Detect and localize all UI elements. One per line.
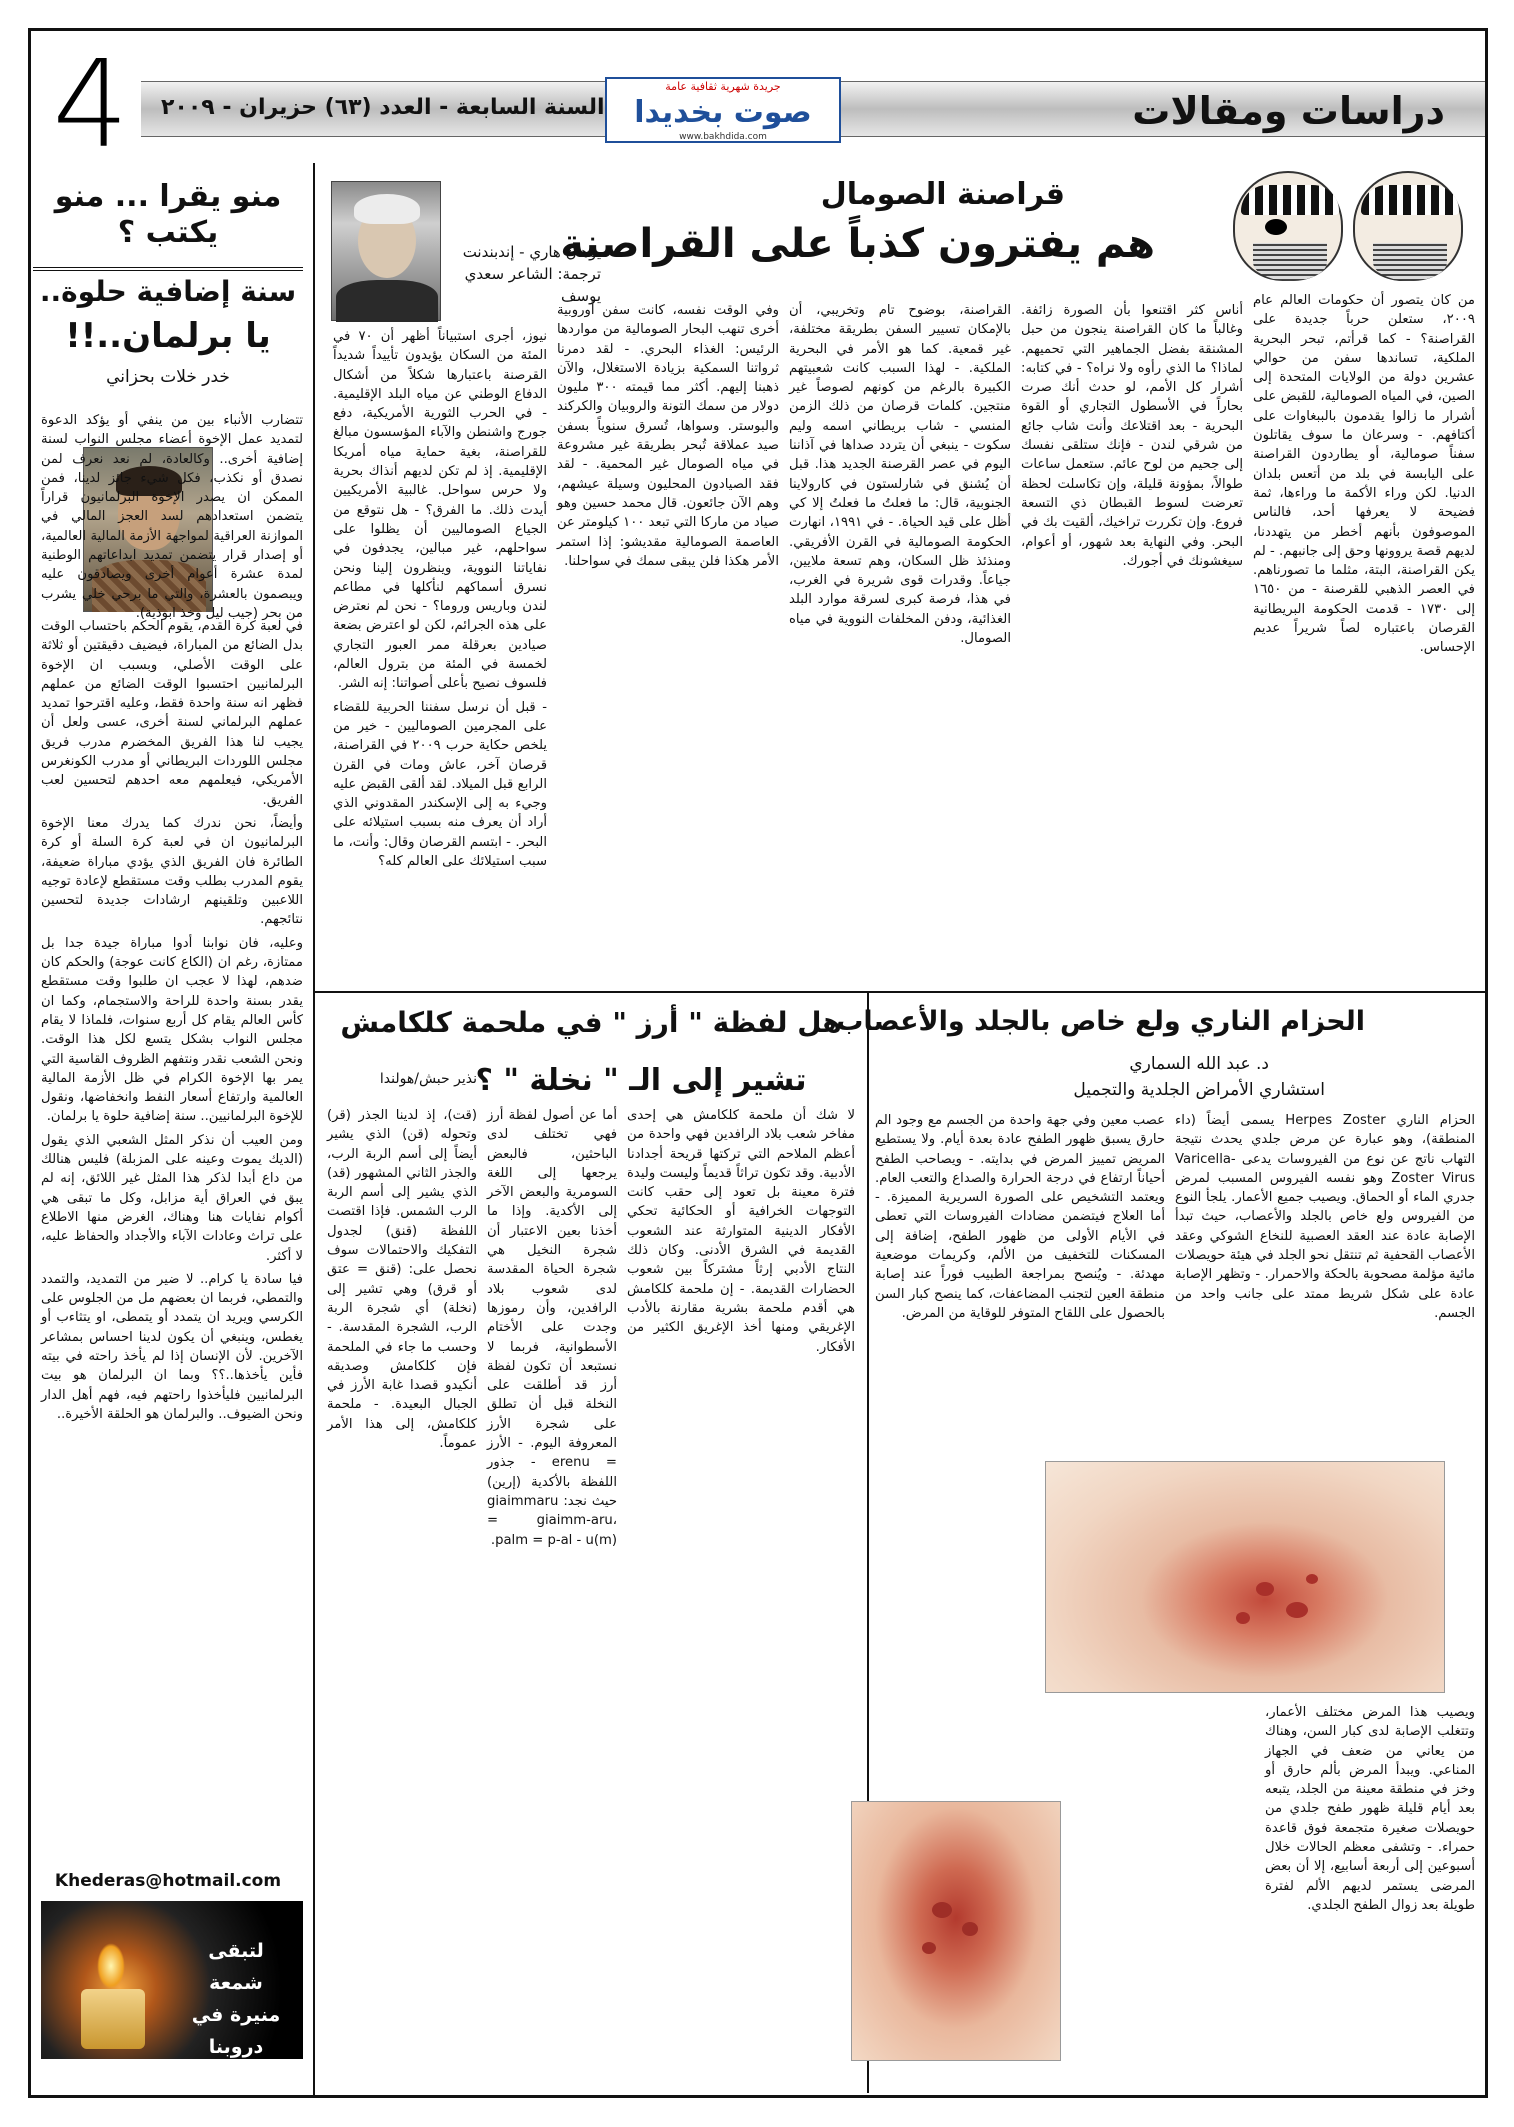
- byline-author: يوهان هاري - إندبندنت: [462, 243, 601, 261]
- article-subtitle: هم يفترون كذباً على القراصنة: [560, 221, 1155, 267]
- page-number: 4: [52, 36, 129, 175]
- article1-column-5: [333, 327, 547, 981]
- side-paragraph: فيا سادة يا كرام.. لا ضير من التمديد، والتمدد والتمطي، فربما ان بعضهم مل من الجلوس على الكرسي ويريد ان يتمدد أو يتمطى، او يتثاءب أو يغطس، وينبغي أن يكون لدينا احساس بمشاعر الآخرين. لأن الإنسان إذا لم يأخذ راحته في بيته فأين يأخذها..؟؟ وبما ان البرلمان هو بيت البرلمانيين فليأخذوا راحتهم فيه، فهم أهل الدار ونحن الضيوف.. والبرلمان هو الحلقة الأخيرة..: [41, 1271, 303, 1422]
- pirates-illustration: [1223, 171, 1463, 281]
- side-paragraph: تتضارب الأنباء بين من ينفي أو يؤكد الدعوة لتمديد عمل الإخوة أعضاء مجلس النواب لسنة إضافية أخرى.. وكالعادة، لم نعد نعرف لمن نصدق أو نكذب، فكل شيء جائز لدينا، فمن الممكن ان يصدر الإخوة البرلمانيون قراراً يتضمن استعدادهم لسد العجز المالي في الموازنة العراقية لمواجهة الأزمة المالية العالمية، أو إصدار قرار يتضمن تمديد ابداعاتهم الوطنية لمدة عشرة أعوام أخرى ويصادقون عليه ويبصمون بالعشرة، والتي ما برحي خلي يشرب من بحر (جيب ليل وخذ ابوذية).: [41, 413, 303, 621]
- side-article-subtitle: يا برلمان..!!: [65, 316, 271, 356]
- byline-translator: ترجمة: الشاعر سعدي يوسف: [464, 265, 601, 305]
- article-title: الحزام الناري ولع خاص بالجلد والأعصاب: [836, 1006, 1365, 1037]
- pirate-face-icon: [1353, 171, 1463, 281]
- article-paragraph: الحزام الناري Herpes Zoster يسمى أيضاً (داء المنطقة)، وهو عبارة عن مرض جلدي يحدث نتيجة التهاب ناتج عن نوع من الفيروسات يدعى Varicella-Zoster Virus وهو نفسه الفيروس المسبب لمرض جدري الماء أو الحماق. ويصيب جميع الأعمار. يلجأ النوع من الفيروس ولع خاص بالجلد والأعصاب، حيث تبدأ الإصابة عادة عند العقد العصبية للنخاع الشوكي وعقد الأعصاب القحفية ثم تنتقل نحو الجلد في هيئة حويصلات مائية مؤلمة مصحوبة بالحكة والاحمرار. - وتظهر الإصابة عادة على شكل شريط ممتد على جانب واحد من الجسم.: [1175, 1113, 1475, 1321]
- candle-icon: [81, 1989, 145, 2049]
- article1-column-1: [1253, 291, 1475, 981]
- logo-title: صوت بخديدا: [634, 95, 812, 130]
- side-article-author: خدر خلات بحزاني: [106, 367, 230, 387]
- side-paragraph: في لعبة كرة القدم، يقوم الحكم باحتساب الوقت بدل الضائع من المباراة، فيضيف دقيقتين أو ثلاثة على الوقت الأصلي، وبسبب ان الإخوة البرلمانيين احتسبوا الوقت الضائع من عملهم فظهر انه سنة واحدة فقط، وعليه اقترحوا تمديد عملهم البرلماني لسنة أخرى، عسى ولعل أن يجيب لنا هذا الفريق المخضرم مدرب فريق مجلس اللوردات البريطاني أو مدرب الكونغرس الأمريكي، فيعلمهم معه احدهم لتحسين لعب الفريق.: [41, 619, 303, 808]
- issue-info: السنة السابعة - العدد (٦٣) حزيران - ٢٠٠٩: [161, 95, 605, 120]
- side-paragraph: وعليه، فان نوابنا أدوا مباراة جيدة جدا بل ممتازة، رغم ان (الكاع كانت عوجة) والحكم كان ضدهم، لهذا لا عجب ان طلبوا وقت مستقطع يقدر بسنة واحدة للراحة والاستجمام، وكما ان كأس العالم يقام كل أربع سنوات، فلماذا لا يقام مجلس النواب بشكل يتسع لكل هذا الوقت. ونحن الشعب نقدر ونتفهم الظروف القاسية التي يمر بها الإخوة الكرام في ظل الأزمة المالية العالمية وارتفاع أسعار النفط وانخفاضها، ونقول للإخوة البرلمانيين.. سنة إضافية حلوة يا برلمان.: [41, 935, 303, 1125]
- skin-rash-photo: [851, 1801, 1061, 2061]
- article2-column-3: [487, 1106, 617, 2091]
- article-author: [1073, 1051, 1325, 1103]
- candle-flame-icon: [97, 1943, 125, 1989]
- side-article-wrap: [41, 447, 211, 617]
- article-title: هل لفظة " أرز " في ملحمة كلكامش: [340, 1006, 842, 1039]
- author-name: د. عبد الله السماري: [1129, 1054, 1269, 1074]
- candle-banner: [41, 1901, 303, 2122]
- side-paragraph: ومن العيب أن نذكر المثل الشعبي الذي يقول (الديك يموت وعينه على المزبلة) فليس هنالك من داع أبدا لذكر هذا المثل غير اللائق، إنه لم يبق في العراق أية مزابل، وكل ما تبقى هي أكوام نفايات هنا وهناك، الغرض منها الاطلاع على تراث وعادات الآباء والأجداد والحفاظ عليه، لا أكثر.: [41, 1132, 303, 1264]
- article-paragraph: وفي الوقت نفسه، كانت سفن أوروبية أخرى تنهب البحار الصومالية من مواردها الرئيس: الغذاء البحري. - لقد دمرنا ثرواتنا السمكية بزيادة الاستغلال، والآن ذهبنا إليهم. أكثر مما قيمته ٣٠٠ مليون دولار من سمك التونة والروبيان والكركند والبوستر. وسواها، تُسرق سنوياً بسفن صيد عملاقة تُبحر بطريقة غير مشروعة في مياه الصومال غير المحمية. - لقد فقد الصيادون المحليون وسيلة عيشهم، وهم الآن جائعون. قال محمد حسين وهو صياد من ماركا التي تبعد ١٠٠ كيلومتر عن العاصمة الصومالية مقديشو: إذا استمر الأمر هكذا فلن يبقى سمك في سواحلنا.: [557, 303, 779, 569]
- article1-column-2: [1021, 301, 1243, 981]
- side-article-title: سنة إضافية حلوة..: [39, 275, 297, 308]
- article-paragraph: من كان يتصور أن حكومات العالم عام ٢٠٠٩، ستعلن حرباً جديدة على القراصنة؟ - كما قرأتم، تبحر البحرية الملكية، تساندها سفن من حوالي عشرين دولة من الولايات المتحدة إلى الصين، في المياه الصومالية، للقبض على أشرار ما زالوا يقدمون بالببغاوات على أكتافهم. - وسرعان ما سوف يقاتلون سفناً صومالية، أو يطاردون القراصنة على اليابسة في بلد من أتعس بلدان الدنيا. لكن وراء الأكمة ما وراءها، ثمة فضيحة لا يعرفها أحد، فالناس الموصوفون بأنهم أخطر من يتهددنا، لديهم قصة يروونها وحق إلى جانبهم. - لم يكن القراصنة، البتة، مثلما ما تصورناهم. في العصر الذهبي للقرصنة - من ١٦٥٠ إلى ١٧٣٠ - قدمت الحكومة البريطانية القرصان باعتباره لصاً شريراً عديم الإحساس.: [1253, 293, 1475, 656]
- article2-column-1: [627, 1106, 855, 2091]
- article-paragraph: القراصنة، بوضوح تام وتخريبي، أن بالإمكان تسيير السفن بطريقة مختلفة، غير قمعية. كما هو الأمر في البحرية الملكية. - لهذا السبب كانت شعبيتهم الكبيرة بالرغم من كونهم لصوصاً غير منتجين. كلمات قرصان من ذلك الزمن المنسي - شاب بريطاني اسمه وليم سكوت - ينبغي أن يتردد صداها في آذاننا اليوم في عصر القرصنة الجديد هذا. قبل أن يُشنق في شارلستون في كارولاينا الجنوبية، قال: ما فعلتُ ما فعلتُ إلا كي أظل على قيد الحياة. - في ١٩٩١، انهارت الحكومة الصومالية في القرن الأفريقي. ومنذئذ ظل السكان، وهم تسعة ملايين، جياعاً. وقدرات قوى شريرة في الغرب، في هذا، فرصة كبرى لسرقة موارد البلد الغذائية، ودفن المخلفات النووية في مياه الصومال.: [789, 303, 1011, 647]
- side-column-logo: منو يقرا ... منو يكتب ؟: [33, 179, 303, 271]
- section-title: دراسات ومقالات: [1132, 89, 1445, 133]
- candle-slogan: لتبقى شمعة منيرة في دروبنا صوت بخديدا: [191, 1940, 281, 2122]
- article-title: قراصنة الصومال: [820, 177, 1065, 212]
- article-paragraph: نيوز، أجرى استبياناً أظهر أن ٧٠ في المئة من السكان يؤيدون تأييداً شديداً القرصنة باعتبارها شكلاً من أشكال الدفاع الوطني عن مياه البلد الإقليمية. - في الحرب الثورية الأمريكية، دفع جورج واشنطن والآباء المؤسسون مبالغ للقراصنة، بغية حماية مياه أمريكا الإقليمية. إذ لم تكن لديهم أنذاك بحرية ولا حرس سواحل. غالبية الأمريكيين أيدت ذلك. ما الفرق؟ - هل نتوقع من الجياع الصوماليين أن يظلوا على سواحلهم، غير مبالين، يجدفون في نفاياتنا النووية، وينظرون إلينا ونحن نسرق أسماكهم لنأكلها في مطاعم لندن وباريس وروما؟ - نحن لم نعترض على هذه الجرائم، لكن لو اعترض بضعة صيادين بعرقلة ممر العبور التجاري لخمسة في المئة من بترول العالم، فلسوف نصيح بأعلى أصواتنا: إنه الشر.: [333, 329, 547, 692]
- article-divider: [315, 991, 1485, 993]
- article3-column-1: [1175, 1111, 1475, 1451]
- article3-column-1b: [1265, 1703, 1475, 2088]
- side-article-body: [41, 617, 303, 1867]
- article-subtitle: تشير إلى الـ " نخلة " ؟: [475, 1063, 807, 1098]
- pirate-face-icon: [1233, 171, 1343, 281]
- article-paragraph: أما عن أصول لفظة أرز فهي تختلف لدى الباحثين، فالبعض يرجعها إلى اللغة السومرية والبعض الآخر إلى الأكدية. وإذا ما أخذنا بعين الاعتبار أن شجرة النخيل هي شجرة الحياة المقدسة لدى شعوب بلاد الرافدين، وأن رموزها وجدت على الأختام الأسطوانية، فربما لا نستبعد أن تكون لفظة أرز قد أطلقت على النخلة قبل أن تطلق على شجرة الأرز المعروفة اليوم. - الأرز = erenu - جذور اللفظة بالأكدية (إرين) حيث نجد: giaimmaru = giaimm-aru، palm = p-al - u(m).: [487, 1108, 617, 1548]
- article1-column-3: [789, 301, 1011, 981]
- side-column-divider: [313, 163, 315, 2098]
- article2-column-2: [327, 1106, 477, 2091]
- article-paragraph: - قبل أن نرسل سفننا الحربية للقضاء على المجرمين الصوماليين - خير من يلخص حكاية حرب ٢٠٠٩ في القراصنة، قرصان آخر، عاش ومات في القرن الرابع قبل الميلاد. لقد ألقى القبض عليه وجيء به إلى الإسكندر المقدوني الذي أراد أن يعرف منه بسبب استيلائه على البحر. - ابتسم القرصان وقال: وأنت، ما سبب استيلائك على العالم كله؟: [333, 699, 547, 870]
- side-paragraph: وأيضاً، نحن ندرك كما يدرك معنا الإخوة البرلمانيون ان في لعبة كرة السلة أو كرة الطائرة فان الفريق الذي يؤدي مباراة ضعيفة، يقوم المدرب بطلب وقت مستقطع لإعادة توجيه اللاعبين وتلقينهم ارشادات جديدة لتحسين نتائجهم.: [41, 815, 303, 928]
- newspaper-logo: [605, 77, 841, 143]
- logo-subtitle: جريدة شهرية ثقافية عامة: [665, 80, 781, 93]
- article-paragraph: أناس كثر اقتنعوا بأن الصورة زائفة. وغالباً ما كان القراصنة ينجون من حبل المشنقة بفضل الجماهير التي تحميهم. لماذا؟ ما الذي رأوه ولا نراه؟ - في كتابه: أشرار كل الأمم، لو حدث أنك صرت بحاراً في الأسطول التجاري أو القوة البحرية - بعد اقتلاعك وأنت شاب جائع من شرقي لندن - فإنك ستلقى نفسك إلى جحيم من لوح عائم. ستعمل ساعات طوالاً، بمؤونة قليلة، وإن تكاسلت لحظة تعرضت لسوط القبطان ذي التسعة فروع. وإن تكررت تراخيك، ألقيت بك في البحر. وفي النهاية بعد شهور، أو أعوام، سيغشونك في أجورك.: [1021, 303, 1243, 569]
- author-role: استشاري الأمراض الجلدية والتجميل: [1073, 1080, 1325, 1100]
- article-paragraph: (قت)، إذ لدينا الجذر (قر) وتحوله (قن) الذي يشير أيضاً إلى أسم الربة الرب، والجذر الثاني المشهور (قد) الذي يشير إلى أسم الربة الرب الشمس. فإذا اقتصت اللفظة (قنق) لجدول التفكيك والاحتمالات سوف نحصل على: (قنق = عتق أو قرق) وهي تشير إلى (نخلة) أي شجرة الربة الرب، الشجرة المقدسة. - وحسب ما جاء في الملحمة فإن كلكامش وصديقه أنكيدو قصدا غابة الأرز في الجبال البعيدة. - ملحمة كلكامش، إلى هذا الأمر عموماً.: [327, 1108, 477, 1452]
- logo-website: www.bakhdida.com: [679, 132, 767, 142]
- translator-photo: [331, 181, 441, 321]
- article-author: نذير حبش/هولندا: [379, 1071, 477, 1087]
- article-paragraph: لا شك أن ملحمة كلكامش هي إحدى مفاخر شعب بلاد الرافدين فهي واحدة من أعظم الملاحم التي تركتها قريحة أجدادنا الأدبية. وقد تكون تراثاً قديماً وليست وليدة فترة معينة بل تعود إلى حقب كانت التوجهات الخرافية أو الحكائية تحكي الأفكار الدينية المتوارثة عند الشعوب القديمة في الشرق الأدنى. وكان ذلك النتاج الأدبي إرثاً مشتركاً بين شعوب الحضارات القديمة. - إن ملحمة كلكامش هي أقدم ملحمة بشرية مقارنة بالأدب الإغريقي ومنها أخذ الإغريق الكثير من الأفكار.: [627, 1108, 855, 1355]
- article-paragraph: عصب معين وفي جهة واحدة من الجسم مع وجود الم حارق يسبق ظهور الطفح عادة بعدة أيام. ولا يستطيع المريض تمييز المرض في بدايته. - ويصاحب الطفح أحياناً ارتفاع في درجة الحرارة والصداع والتعب العام. ويعتمد التشخيص على الصورة السريرية المميزة. - أما العلاج فيتضمن مضادات الفيروسات التي تعطى في الأيام الأولى من ظهور الطفح، إضافة إلى المسكنات للتخفيف من الألم، وكريمات موضعية مهدئة. - ويُنصح بمراجعة الطبيب فوراً عند إصابة منطقة العين لتجنب المضاعفات، كما ينصح كبار السن بالحصول على اللقاح المتوفر للوقاية من المرض.: [875, 1113, 1165, 1321]
- article3-column-2: [875, 1111, 1165, 1791]
- newspaper-page: [28, 28, 1488, 2122]
- article-paragraph: ويصيب هذا المرض مختلف الأعمار، وتتغلب الإصابة لدى كبار السن، وهناك من يعاني من ضعف في الجهاز المناعي. ويبدأ المرض بألم حارق أو وخز في منطقة معينة من الجلد، يتبعه بعد أيام قليلة ظهور طفح جلدي من حويصلات صغيرة متجمعة فوق قاعدة حمراء. - وتشفى معظم الحالات خلال أسبوعين إلى أربعة أسابيع، إلا أن بعض المرضى يستمر لديهم الألم لفترة طويلة بعد زوال الطفح الجلدي.: [1265, 1705, 1475, 1913]
- author-email[interactable]: Khederas@hotmail.com: [54, 1871, 282, 1891]
- side-column: [31, 31, 313, 2122]
- article1-column-4: [557, 301, 779, 981]
- article-byline: [421, 241, 601, 307]
- side-article-lead: [41, 411, 303, 621]
